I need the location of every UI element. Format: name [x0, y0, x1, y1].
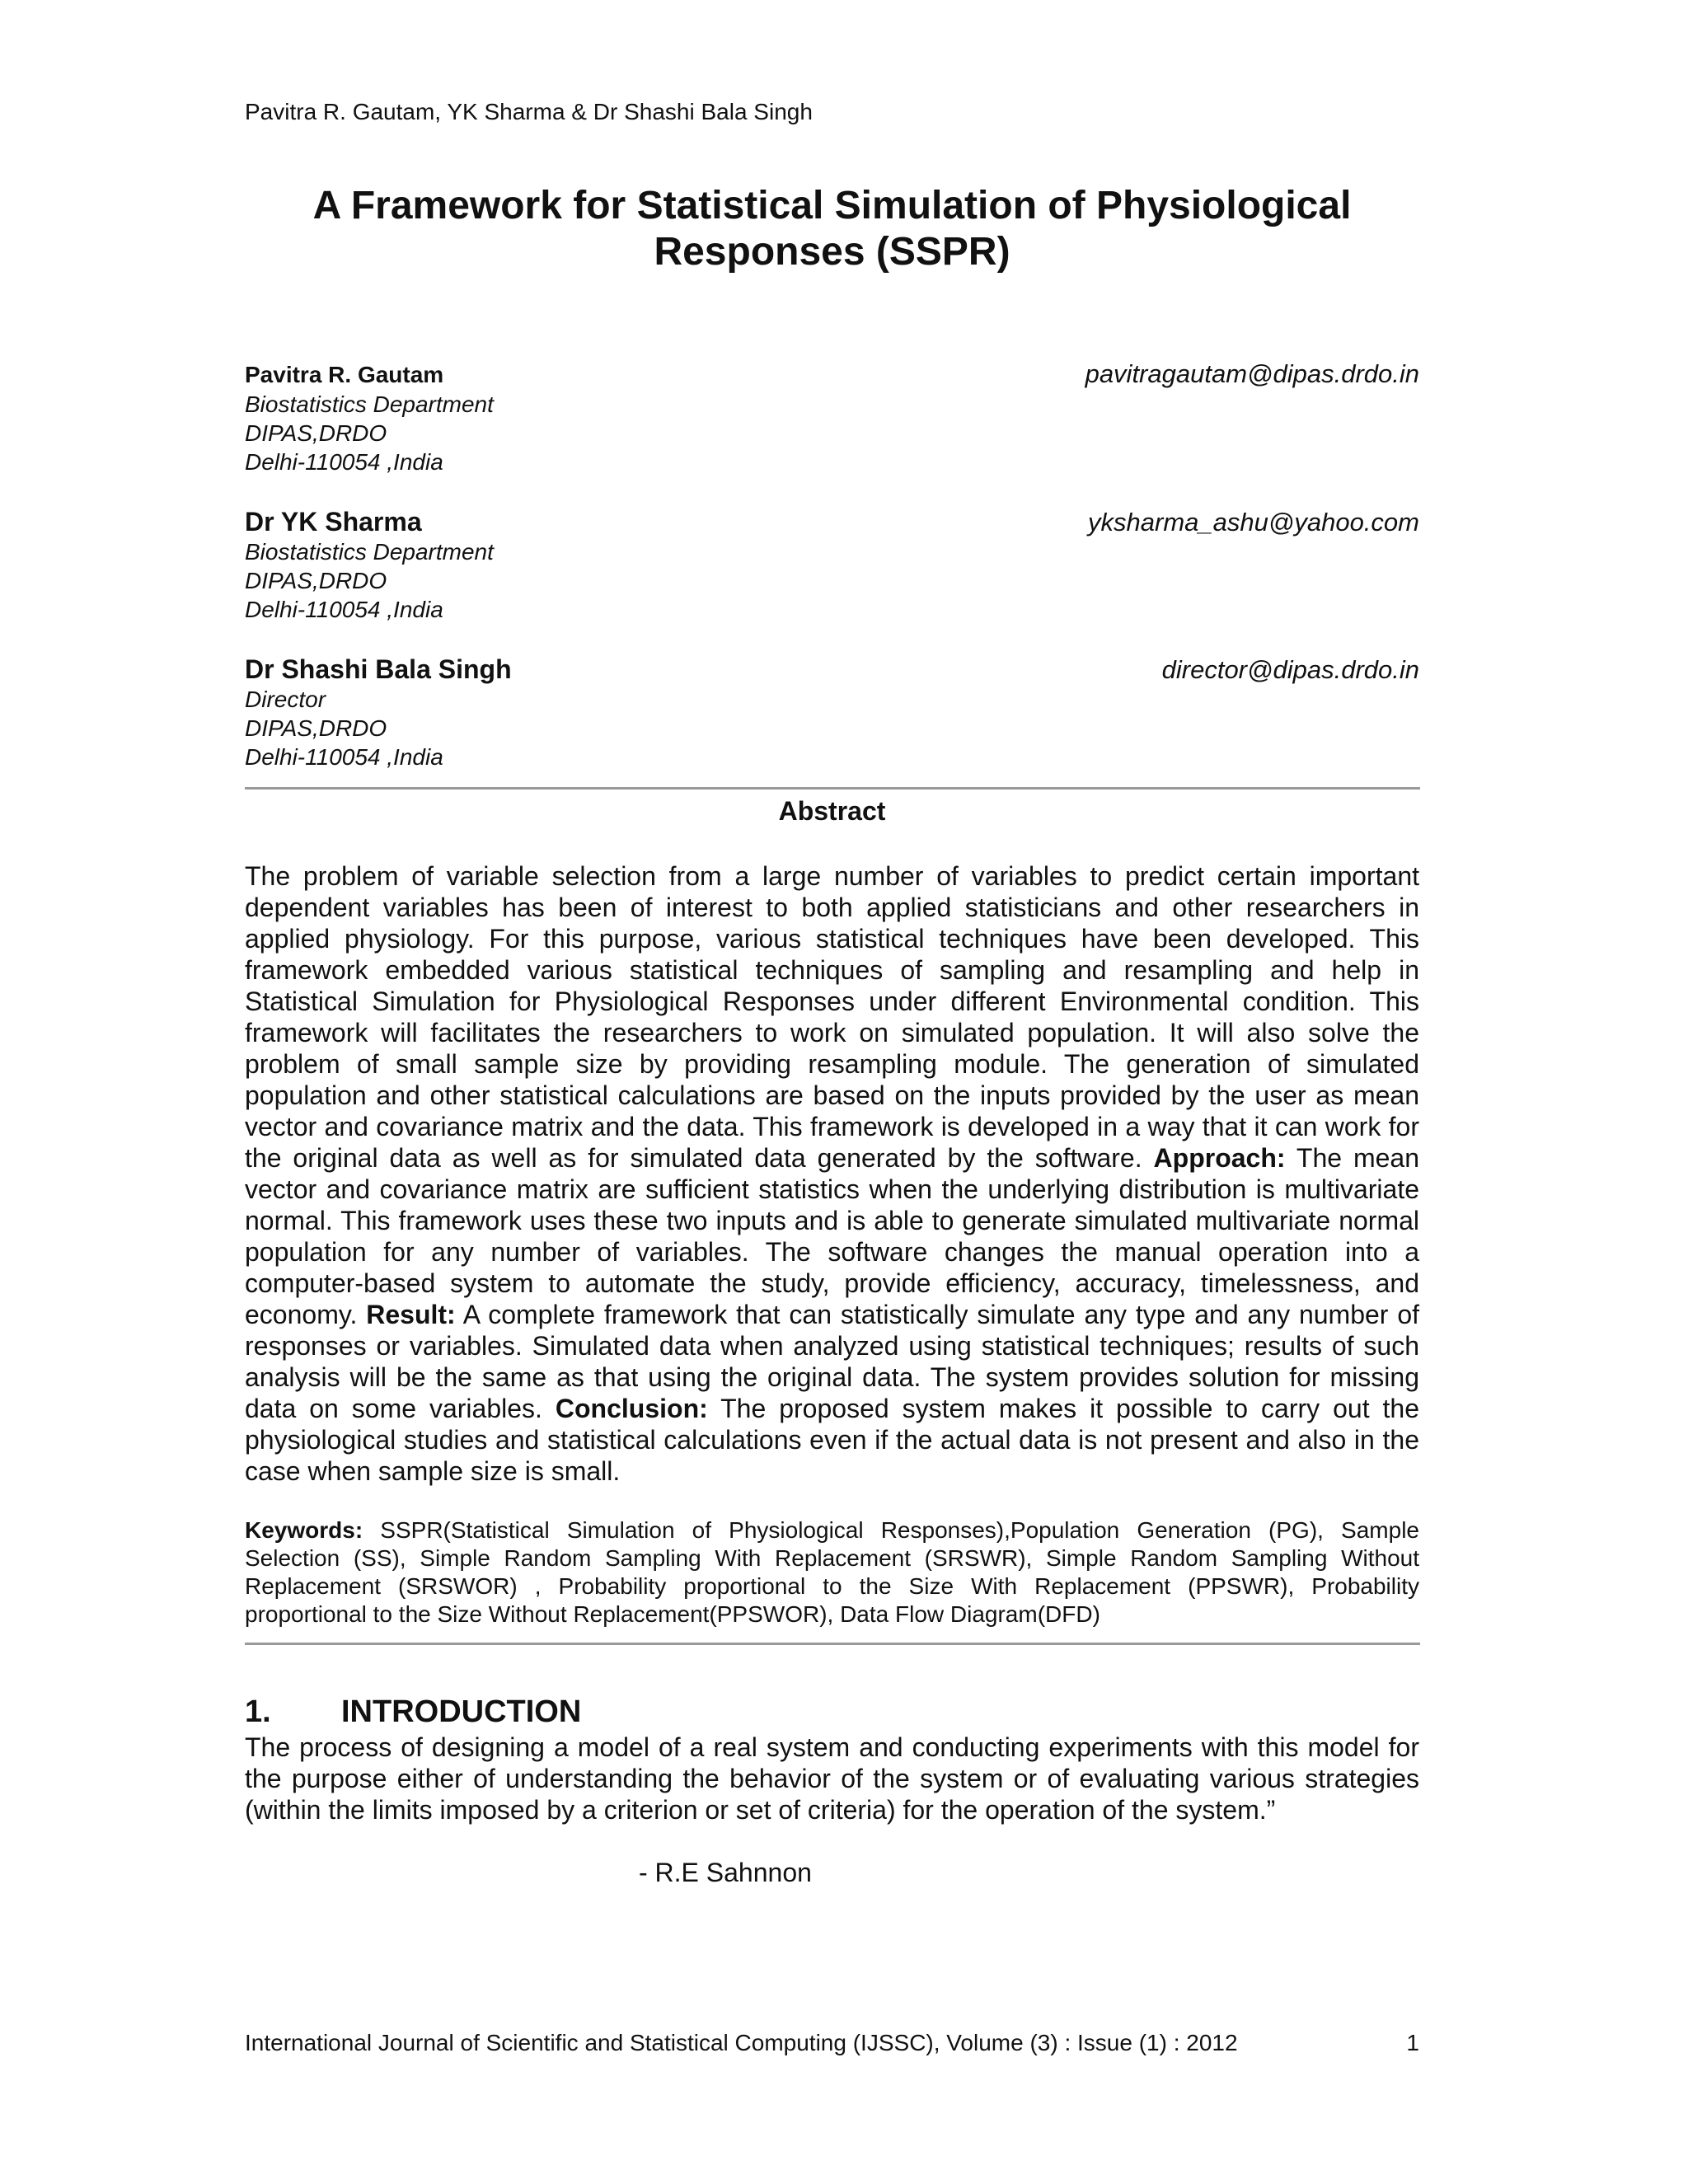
author-affiliation-line: Delhi-110054 ,India — [245, 744, 443, 770]
author-affiliation-line: Biostatistics Department — [245, 539, 494, 565]
keywords — [245, 1516, 1419, 1629]
section-heading-introduction — [245, 1694, 581, 1730]
abstract-text: The proposed system makes it possible to carry out the physiological studies and statistical calculations even if the actual data is not present and also in the case when sample size is small. — [245, 1394, 1420, 1486]
divider-bottom — [245, 1643, 1420, 1645]
abstract-result-label: Result: — [366, 1300, 456, 1329]
title-line-1: A Framework for Statistical Simulation of Physiological — [312, 184, 1352, 227]
divider-top — [245, 787, 1420, 790]
author-affiliation-line: Director — [245, 687, 326, 712]
author-block-2 — [245, 506, 1419, 624]
author-block-3 — [245, 654, 1419, 771]
paper-title — [245, 183, 1419, 275]
title-line-2: Responses (SSPR) — [654, 230, 1010, 274]
author-affiliation-line: DIPAS,DRDO — [245, 715, 387, 741]
author-email: pavitragautam@dipas.drdo.in — [1085, 359, 1419, 388]
author-name: Dr Shashi Bala Singh — [245, 654, 512, 684]
abstract-heading: Abstract — [778, 796, 886, 826]
author-affiliation-line: Biostatistics Department — [245, 391, 494, 417]
keywords-text: SSPR(Statistical Simulation of Physiological Responses),Population Generation (PG), Sample Selection (SS), Simple Random Sampling With Replacement (SRSWR), Simple Random Sampling Without Replacement (SRSWOR) , Probability proportional to the Size With Replacement (PPSWR), Probability proportional to the Size Without Replacement(PPSWOR), Data Flow Diagram(DFD) — [245, 1517, 1419, 1627]
abstract-text: A complete framework that can statistically simulate any type and any number of responses or variables. Simulated data when analyzed using statistical techniques; results of such analysis will be the same as that using the original data. The system provides solution for missing data on some variables. — [245, 1300, 1420, 1423]
page-number: 1 — [1406, 2030, 1419, 2055]
author-name: Dr YK Sharma — [245, 507, 422, 537]
author-affiliation-line: Delhi-110054 ,India — [245, 449, 443, 475]
author-block-1 — [245, 359, 1419, 476]
abstract-approach-label: Approach: — [1153, 1143, 1286, 1173]
author-name: Pavitra R. Gautam — [245, 362, 444, 387]
abstract-text: The problem of variable selection from a large number of variables to predict certain important dependent variables has been of interest to both applied statisticians and other researchers in applied physiology. For this purpose, various statistical techniques have been developed. This framework embedded various statistical techniques of sampling and resampling and help in Statistical Simulation for Physiological Responses under different Environmental condition. This framework will facilitates the researchers to work on simulated population. It will also solve the problem of small sample size by providing resampling module. The generation of simulated population and other statistical calculations are based on the inputs provided by the user as mean vector and covariance matrix and the data. This framework is developed in a way that it can work for the original data as well as for simulated data generated by the software. — [245, 861, 1419, 1173]
keywords-label: Keywords: — [245, 1517, 363, 1543]
abstract-conclusion-label: Conclusion: — [555, 1394, 708, 1423]
quote-attribution: - R.E Sahnnon — [639, 1858, 812, 1887]
footer-journal: International Journal of Scientific and Statistical Computing (IJSSC), Volume (3) : Issue (1) : 2012 — [245, 2030, 1238, 2055]
author-affiliation-line: DIPAS,DRDO — [245, 568, 387, 593]
author-email: yksharma_ashu@yahoo.com — [1088, 508, 1419, 537]
section-title: INTRODUCTION — [341, 1694, 582, 1729]
abstract-body — [245, 860, 1419, 1487]
page-footer — [245, 2028, 1419, 2058]
author-email: director@dipas.drdo.in — [1161, 655, 1419, 684]
author-affiliation-line: DIPAS,DRDO — [245, 420, 387, 446]
running-head: Pavitra R. Gautam, YK Sharma & Dr Shashi Bala Singh — [245, 99, 813, 124]
abstract-text: The mean vector and covariance matrix are sufficient statistics when the underlying distribution is multivariate normal. This framework uses these two inputs and is able to generate simulated multivariate normal population for any number of variables. The software changes the manual operation into a computer-based system to automate the study, provide efficiency, accuracy, timelessness, and economy. — [245, 1143, 1420, 1329]
section-number: 1. — [245, 1694, 271, 1729]
author-affiliation-line: Delhi-110054 ,India — [245, 597, 443, 622]
introduction-quote: The process of designing a model of a real system and conducting experiments with this model for the purpose either of understanding the behavior of the system or of evaluating various strategies (within the limits imposed by a criterion or set of criteria) for the operation of the system.” — [245, 1732, 1419, 1825]
